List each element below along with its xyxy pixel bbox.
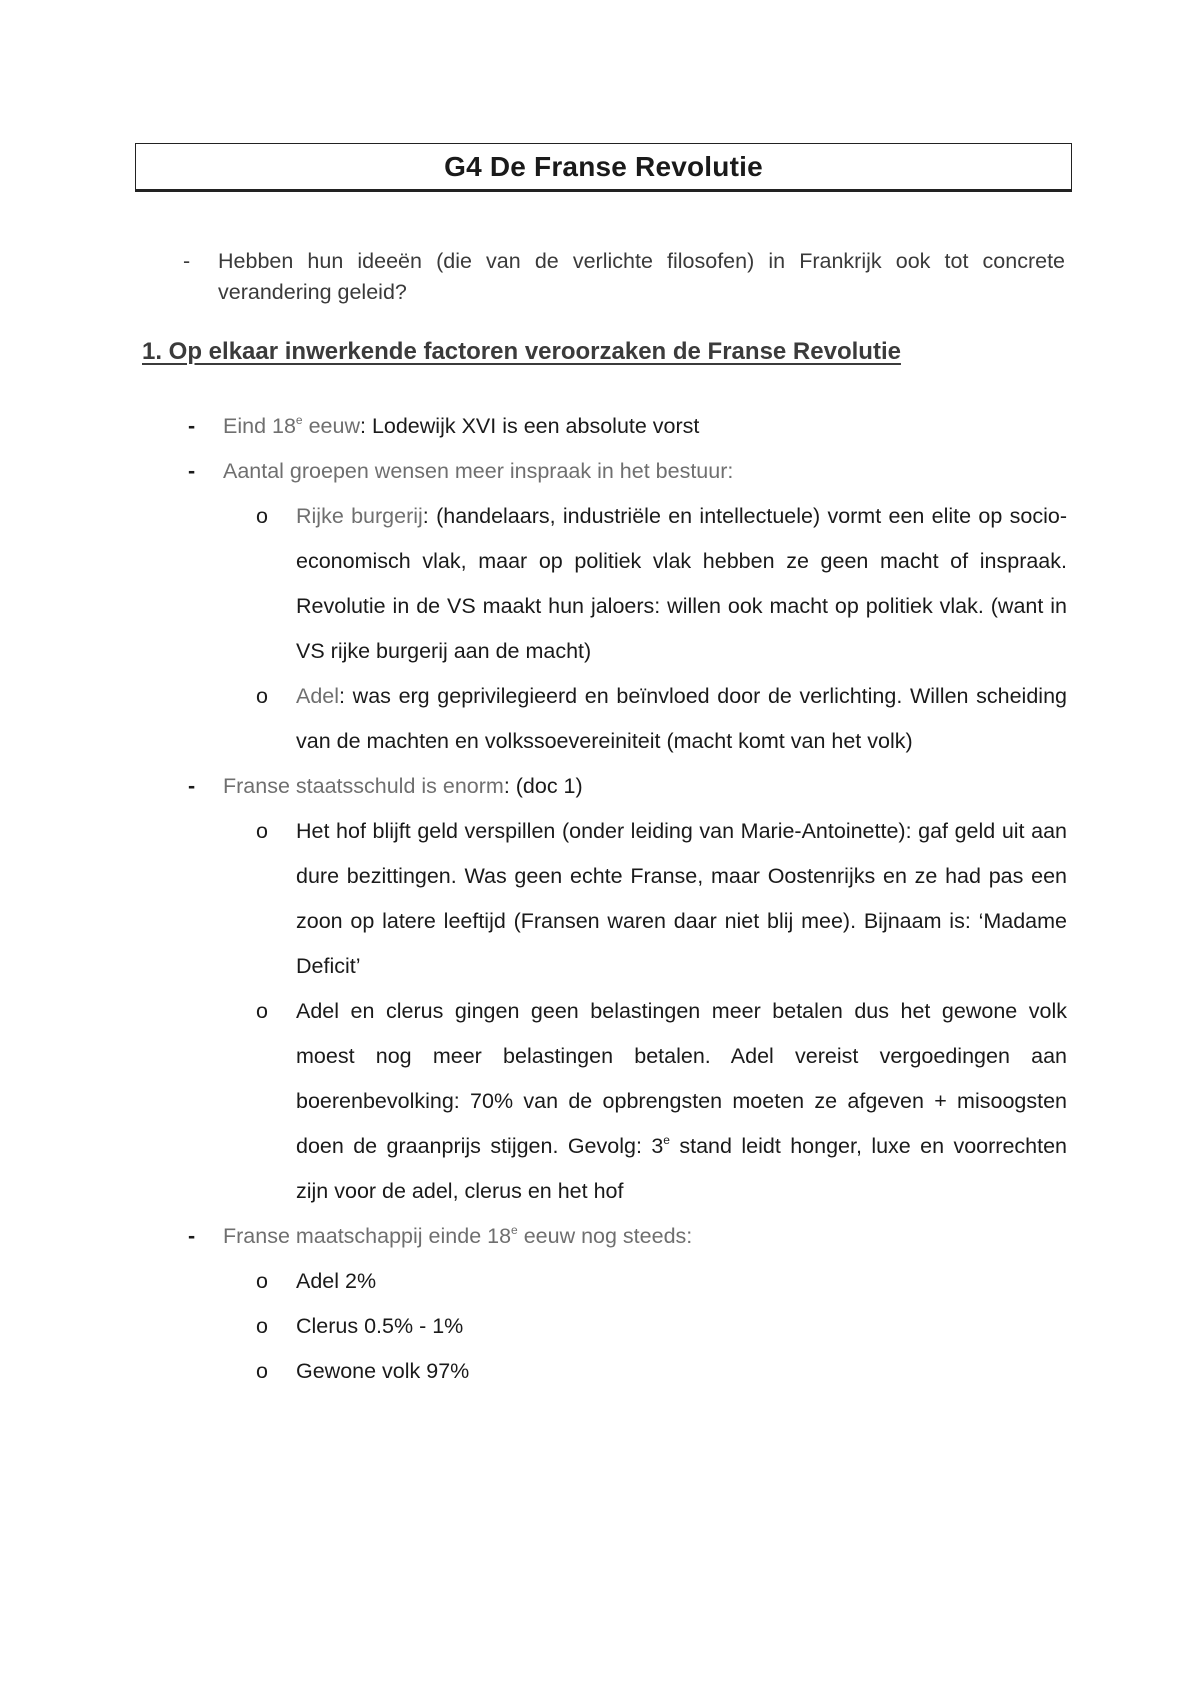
title-box xyxy=(135,143,1072,192)
sub-item xyxy=(185,1304,1067,1349)
item-separator: : xyxy=(359,414,372,438)
sub-bullet: o xyxy=(256,684,268,708)
sub-text-part: Adel en clerus gingen geen belastingen meer betalen dus het gewone volk moest nog meer belastingen betalen. Adel vereist vergoedingen aan boerenbevolking: 70% van de opbrengsten moeten ze afgeven + misoogsten doen de graanprijs stijgen. Gevolg: 3 xyxy=(296,999,1067,1158)
document-title: G4 De Franse Revolutie xyxy=(444,150,763,182)
intro-question xyxy=(185,246,1065,308)
sub-text: : was erg geprivilegieerd en beïnvloed door de verlichting. Willen scheiding van de machten en volkssoevereiniteit (macht komt van het volk) xyxy=(296,684,1067,753)
list-item xyxy=(185,449,1067,494)
intro-text: Hebben hun ideeën (die van de verlichte filosofen) in Frankrijk ook tot concrete verandering geleid? xyxy=(218,249,1065,304)
sub-item xyxy=(185,494,1067,674)
sub-item xyxy=(185,1349,1067,1394)
item-label: Aantal groepen wensen meer inspraak in het bestuur: xyxy=(223,459,734,483)
item-label-part: eeuw xyxy=(302,414,360,438)
list-item xyxy=(185,404,1067,449)
sub-item xyxy=(185,809,1067,989)
factor-list xyxy=(185,404,1067,1394)
sub-text xyxy=(296,999,1067,1203)
sub-text-part: stand leidt honger, luxe en voorrechten zijn voor de adel, clerus en het hof xyxy=(296,1134,1067,1203)
list-dash: - xyxy=(188,774,196,798)
sub-bullet: o xyxy=(256,819,268,843)
sub-text: Gewone volk 97% xyxy=(296,1359,470,1383)
list-dash: - xyxy=(188,459,196,483)
sub-item xyxy=(185,674,1067,764)
sub-bullet: o xyxy=(256,1314,268,1338)
item-label-part: Eind 18 xyxy=(223,414,296,438)
list-dash: - xyxy=(188,414,196,438)
item-label xyxy=(223,1224,692,1248)
item-label: Franse staatsschuld is enorm xyxy=(223,774,504,798)
sub-label: Adel xyxy=(296,684,340,708)
sub-bullet: o xyxy=(256,1269,268,1293)
sub-bullet: o xyxy=(256,1359,268,1383)
section-heading: 1. Op elkaar inwerkende factoren veroorzaken de Franse Revolutie xyxy=(142,338,901,365)
sub-text: Adel 2% xyxy=(296,1269,377,1293)
item-text: Lodewijk XVI is een absolute vorst xyxy=(371,414,700,438)
sub-item xyxy=(185,1259,1067,1304)
superscript: e xyxy=(663,1133,670,1147)
sub-item xyxy=(185,989,1067,1214)
sub-text: : (handelaars, industriële en intellectuele) vormt een elite op socio-economisch vlak, maar op politiek vlak hebben ze geen macht of inspraak. Revolutie in de VS maakt hun jaloers: willen ook macht op politiek vlak. (want in VS rijke burgerij aan de macht) xyxy=(296,504,1067,663)
item-label-part: Franse maatschappij einde 18 xyxy=(223,1224,512,1248)
list-item xyxy=(185,1214,1067,1259)
item-label xyxy=(223,414,360,438)
intro-dash: - xyxy=(183,249,191,273)
sub-bullet: o xyxy=(256,999,268,1023)
sub-text: Het hof blijft geld verspillen (onder leiding van Marie-Antoinette): gaf geld uit aan dure bezittingen. Was geen echte Franse, maar Oostenrijks en ze had pas een zoon op latere leeftijd (Fransen waren daar niet blij mee). Bijnaam is: ‘Madame Deficit’ xyxy=(296,819,1067,978)
sub-text: Clerus 0.5% - 1% xyxy=(296,1314,464,1338)
sub-label: Rijke burgerij xyxy=(296,504,423,528)
list-item xyxy=(185,764,1067,809)
item-text: : (doc 1) xyxy=(503,774,583,798)
sub-bullet: o xyxy=(256,504,268,528)
item-label-part: eeuw nog steeds: xyxy=(517,1224,693,1248)
superscript: e xyxy=(295,413,303,427)
superscript: e xyxy=(511,1223,518,1237)
list-dash: - xyxy=(188,1224,196,1248)
